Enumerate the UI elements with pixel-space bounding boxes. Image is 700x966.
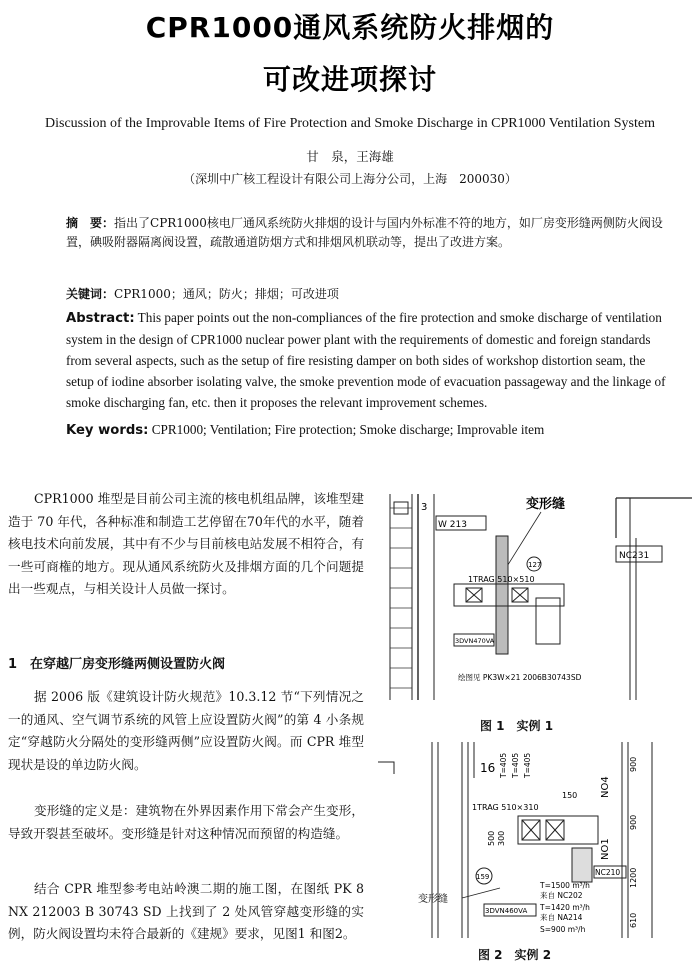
keywords-en-text: CPR1000; Ventilation; Fire protection; Smoke discharge; Improvable item [151,422,545,437]
fig2-spec-5: S=900 m³/h [540,925,586,934]
figure-2-caption: 图 2 实例 2 [478,948,552,962]
keywords-cn-text: CPR1000；通风；防火；排烟；可改进项 [114,287,339,301]
fig1-label-w213: W 213 [438,520,467,530]
keywords-en [66,420,666,440]
fig2-label-nc210: NC210 [595,868,621,877]
figure-1-drawing [376,488,692,710]
keywords-cn [66,285,666,304]
section-heading-1: 1 在穿越厂房变形缝两侧设置防火阀 [8,657,226,672]
affiliation: （深圳中广核工程设计有限公司上海分公司，上海 200030） [183,172,517,186]
fig2-spec-3: T=1420 m³/h [540,903,590,912]
fig2-label-610: 610 [629,912,638,928]
paragraph-intro: CPR1000 堆型是目前公司主流的核电机组品牌，该堆型建造于 70 年代，各种标准和制造工艺停留在70年代的水平，随着核电技术向前发展，其中有不少与目前核电站发展不相符合，有一些可商権的地方。现从通风系统防火及排烟方面的几个问题提出一些观点，与相关设计人员做一探讨。 [8,491,364,596]
paragraph-definition: 变形缝的定义是：建筑物在外界因素作用下常会产生变形，导致开裂甚至破坏。变形缝是针对这种情况而预留的构造缝。 [8,803,364,841]
fig2-label-seam: 变形缝 [418,894,448,905]
english-title: Discussion of the Improvable Items of Fire Protection and Smoke Discharge in CPR1000 Ventilation System [45,116,655,131]
figure-2-drawing [372,738,694,944]
fig1-label-127: 127 [528,561,542,569]
fig1-label-3: 3 [421,502,428,513]
authors: 甘 泉，王海雄 [306,149,394,164]
figure-1-caption: 图 1 实例 1 [480,719,554,733]
keywords-en-label: Key words: [66,423,149,438]
fig2-label-150: 150 [562,791,578,800]
fig2-label-1200: 1200 [629,867,638,888]
fig2-label-dvn: 3DVN460VA [485,907,528,915]
paper-title-line-2: 可改进项探讨 [262,63,437,96]
abstract-en [66,307,666,413]
fig2-label-no4: NO4 [600,776,611,798]
keywords-cn-label: 关键词： [66,287,115,301]
abstract-en-label: Abstract: [66,311,135,326]
fig1-label-nc231: NC231 [619,551,650,561]
fig2-spec-1: T=1500 m³/h [540,881,590,890]
fig2-label-900b: 900 [629,814,638,830]
abstract-cn-label: 摘 要： [66,216,115,230]
abstract-cn [66,214,666,252]
fig1-label-ref: 绘图见 PK3W×21 2006B30743SD [458,673,582,682]
fig2-label-t3: T=405 [523,752,532,778]
fig1-label-seam: 变形缝 [526,497,566,512]
fig2-label-t2: T=405 [511,752,520,778]
fig1-label-trag: 1TRAG 510×510 [468,575,535,584]
fig2-label-900a: 900 [629,756,638,772]
fig2-label-t1: T=405 [499,752,508,778]
fig2-label-16: 16 [480,761,496,775]
paper-title-line-1: CPR1000通风系统防火排烟的 [145,11,555,44]
abstract-en-text: This paper points out the non-compliances of the fire protection and smoke discharge of ventilation system in the design of CPR1000 nuclear power plant with the requirements of domestic and foreign standards from several aspects, such as the setup of fire resisting damper on both sides of workshop distortion seam, the setup of iodine absorber isolating valve, the smoke prevention mode of evacuation passageway and the linkage of smoke discharging fan, etc. then it proposes the relevant improvement schemes. [66,310,666,410]
fig2-label-159: 159 [476,873,490,881]
fig2-spec-2: 来自 NC202 [540,891,583,900]
fig2-spec-4: 来自 NA214 [540,913,583,922]
abstract-cn-text: 指出了CPR1000核电厂通风系统防火排烟的设计与国内外标准不符的地方，如厂房变形缝两侧防火阀设置，碘吸附器隔离阀设置，疏散通道防烟方式和排烟风机联动等，提出了改进方案。 [66,216,663,249]
fig2-label-300: 300 [497,830,506,846]
paragraph-example: 结合 CPR 堆型参考电站岭澳二期的施工图，在图纸 PK 8 NX 212003 B 30743 SD 上找到了 2 处风管穿越变形缝的实例，防火阀设置均未符合最新的《建规》要求，见图1 和图2。 [8,881,364,941]
fig2-label-500: 500 [487,830,496,846]
fig2-label-trag: 1TRAG 510×310 [472,803,539,812]
fig2-label-no1: NO1 [600,838,611,860]
fig1-label-dvn: 3DVN470VA [455,637,495,645]
paragraph-code-requirement: 据 2006 版《建筑设计防火规范》10.3.12 节“下列情况之一的通风、空气调节系统的风管上应设置防火阀”的第 4 小条规定“穿越防火分隔处的变形缝两侧”应设置防火阀。而 CPR 堆型现状是设的单边防火阀。 [8,689,364,772]
